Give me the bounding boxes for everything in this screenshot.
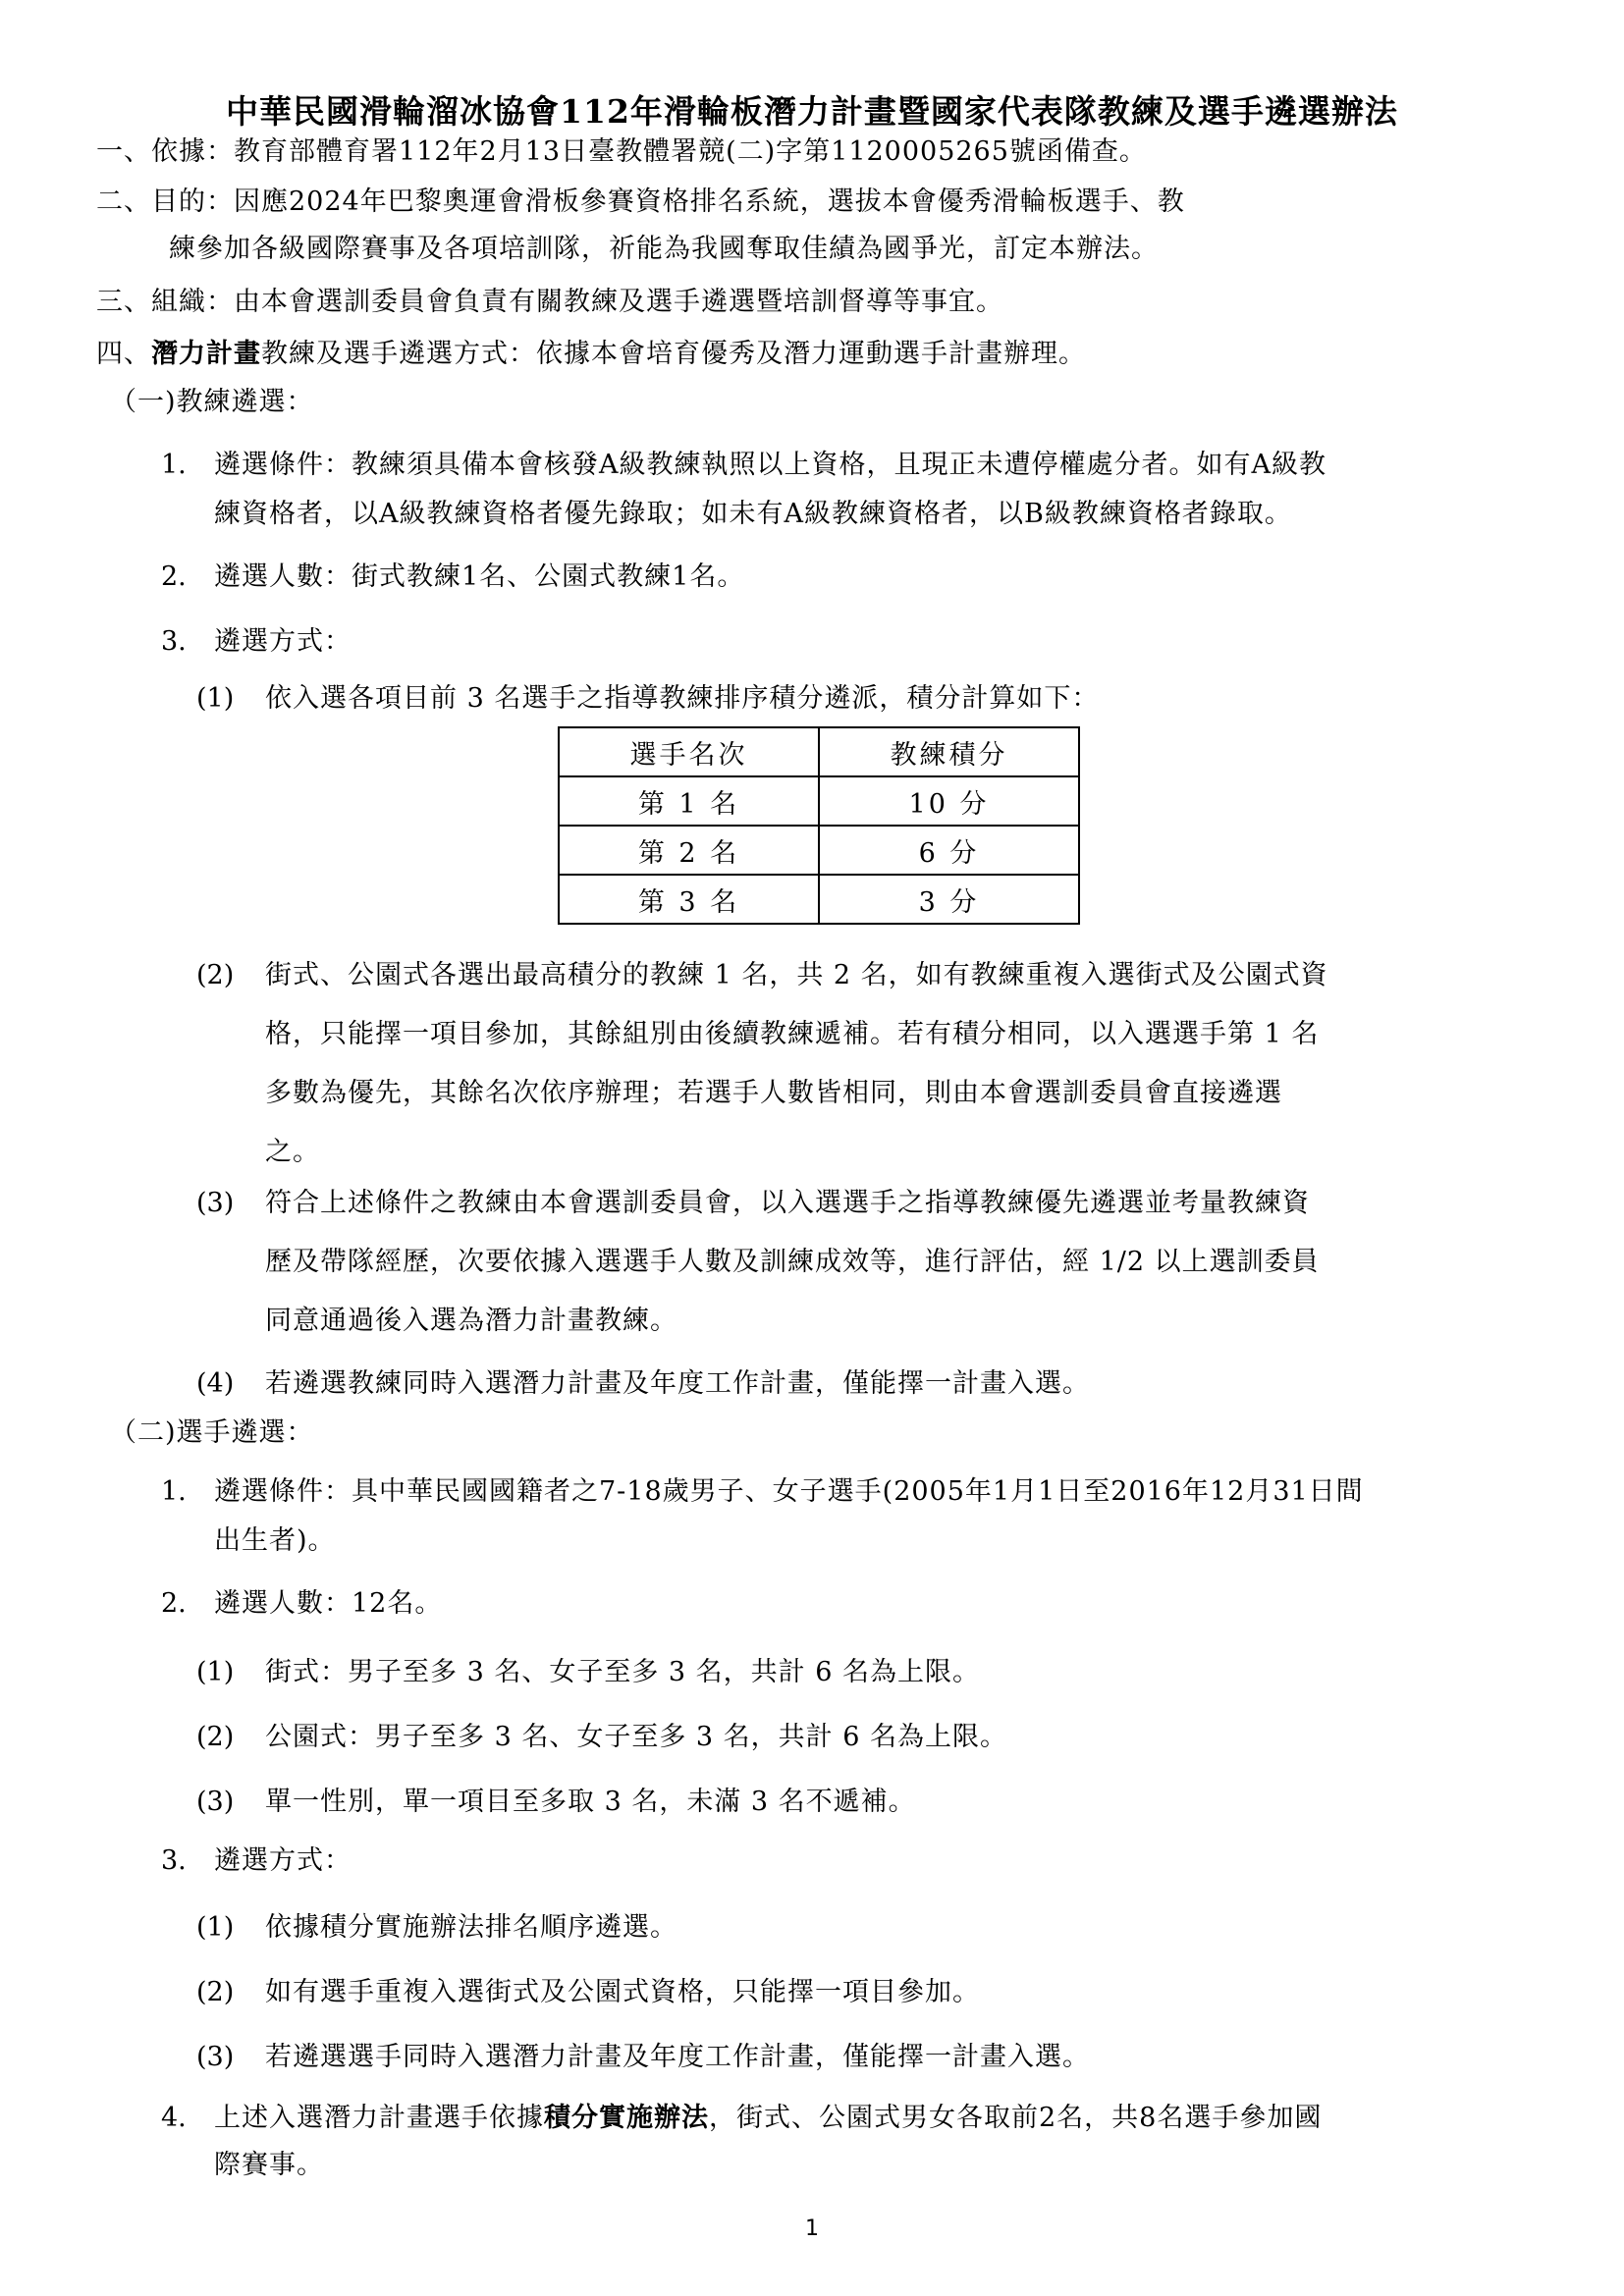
athlete-method1-text: 依據積分實施辦法排名順序遴選。 (265, 1912, 677, 1943)
coach-item3-text: 遴選方式： (214, 626, 352, 657)
table-header-row (559, 727, 1079, 776)
athlete-quota1-text: 街式：男子至多 3 名、女子至多 3 名，共計 6 名為上限。 (265, 1657, 981, 1687)
coach-point2-number: (2) (196, 960, 235, 990)
coach-point2-line2: 格，只能擇一項目參加，其餘組別由後續教練遞補。若有積分相同，以入選選手第 1 名 (265, 1019, 1320, 1049)
athlete-item2-text: 遴選人數：12名。 (214, 1588, 443, 1619)
athlete-heading: （二)選手遴選： (110, 1417, 314, 1448)
athlete-item1-number: 1. (161, 1476, 187, 1507)
coach-point4-number: (4) (196, 1368, 235, 1399)
table-header-rank: 選手名次 (559, 727, 819, 776)
section-method (96, 337, 1086, 372)
section-purpose-line2: 練參加各級國際賽事及各項培訓隊，祈能為我國奪取佳績為國爭光，訂定本辦法。 (169, 234, 1159, 264)
athlete-item4-prefix: 上述入選潛力計畫選手依據 (214, 2103, 544, 2133)
table-cell-points: 6 分 (819, 826, 1079, 875)
athlete-item3-text: 遴選方式： (214, 1845, 352, 1876)
section-method-text: 教練及選手遴選方式：依據本會培育優秀及潛力運動選手計畫辦理。 (261, 339, 1086, 369)
athlete-item4-number: 4. (161, 2103, 187, 2133)
athlete-quota1-number: (1) (196, 1657, 235, 1687)
table-cell-points: 3 分 (819, 875, 1079, 924)
coach-item2-text: 遴選人數：街式教練1名、公園式教練1名。 (214, 561, 745, 592)
section-method-prefix: 四、 (96, 339, 151, 369)
table-cell-rank: 第 2 名 (559, 826, 819, 875)
coach-item1-line2: 練資格者，以A級教練資格者優先錄取；如未有A級教練資格者，以B級教練資格者錄取。 (214, 499, 1292, 529)
athlete-quota3-number: (3) (196, 1787, 235, 1817)
athlete-quota2-number: (2) (196, 1722, 235, 1752)
athlete-quota2-text: 公園式：男子至多 3 名、女子至多 3 名，共計 6 名為上限。 (265, 1722, 1008, 1752)
document-title: 中華民國滑輪溜冰協會112年滑輪板潛力計畫暨國家代表隊教練及選手遴選辦法 (226, 92, 1398, 131)
table-cell-rank: 第 3 名 (559, 875, 819, 924)
athlete-item1-line2: 出生者)。 (214, 1525, 336, 1556)
athlete-item1-line1: 遴選條件：具中華民國國籍者之7-18歲男子、女子選手(2005年1月1日至2016年12月31日間 (214, 1476, 1364, 1507)
athlete-item4-bold: 積分實施辦法 (544, 2103, 709, 2133)
athlete-method2-number: (2) (196, 1977, 235, 2007)
athlete-method2-text: 如有選手重複入選街式及公園式資格，只能擇一項目參加。 (265, 1977, 980, 2007)
coach-point3-number: (3) (196, 1188, 235, 1218)
athlete-item4-line2: 際賽事。 (214, 2150, 324, 2180)
athlete-item2-number: 2. (161, 1588, 187, 1619)
coach-point4-text: 若遴選教練同時入選潛力計畫及年度工作計畫，僅能擇一計畫入選。 (265, 1368, 1090, 1399)
table-row (559, 875, 1079, 924)
athlete-item4-line1 (214, 2101, 1322, 2136)
table-cell-points: 10 分 (819, 776, 1079, 826)
coach-score-table (558, 726, 1080, 925)
coach-heading: （一)教練遴選： (110, 387, 314, 417)
table-row (559, 826, 1079, 875)
table-cell-rank: 第 1 名 (559, 776, 819, 826)
athlete-method1-number: (1) (196, 1912, 235, 1943)
coach-item2-number: 2. (161, 561, 187, 592)
coach-point2-line3: 多數為優先，其餘名次依序辦理；若選手人數皆相同，則由本會選訓委員會直接遴選 (265, 1078, 1282, 1108)
coach-item1-number: 1. (161, 450, 187, 480)
coach-point2-line1: 街式、公園式各選出最高積分的教練 1 名，共 2 名，如有教練重複入選街式及公園式資 (265, 960, 1328, 990)
coach-item3-number: 3. (161, 626, 187, 657)
coach-item1-line1: 遴選條件：教練須具備本會核發A級教練執照以上資格，且現正未遭停權處分者。如有A級教 (214, 450, 1326, 480)
athlete-item3-number: 3. (161, 1845, 187, 1876)
section-method-bold: 潛力計畫 (151, 339, 261, 369)
coach-point3-line3: 同意通過後入選為潛力計畫教練。 (265, 1306, 677, 1336)
coach-point3-line1: 符合上述條件之教練由本會選訓委員會，以入選選手之指導教練優先遴選並考量教練資 (265, 1188, 1310, 1218)
athlete-method3-text: 若遴選選手同時入選潛力計畫及年度工作計畫，僅能擇一計畫入選。 (265, 2042, 1090, 2072)
athlete-item4-text: ，街式、公園式男女各取前2名，共8名選手參加國 (709, 2103, 1323, 2133)
section-basis: 一、依據：教育部體育署112年2月13日臺教體署競(二)字第1120005265號函備查。 (96, 136, 1147, 167)
table-row (559, 776, 1079, 826)
athlete-method3-number: (3) (196, 2042, 235, 2072)
athlete-quota3-text: 單一性別，單一項目至多取 3 名，未滿 3 名不遞補。 (265, 1787, 916, 1817)
table-header-points: 教練積分 (819, 727, 1079, 776)
coach-point3-line2: 歷及帶隊經歷，次要依據入選選手人數及訓練成效等，進行評估，經 1/2 以上選訓委員 (265, 1247, 1320, 1277)
coach-point1-text: 依入選各項目前 3 名選手之指導教練排序積分遴派，積分計算如下： (265, 683, 1100, 714)
coach-point2-line4: 之。 (265, 1137, 320, 1167)
coach-point1-number: (1) (196, 683, 235, 714)
section-organization: 三、組織：由本會選訓委員會負責有關教練及選手遴選暨培訓督導等事宜。 (96, 287, 1003, 317)
page-number: 1 (805, 2216, 819, 2241)
section-purpose-line1: 二、目的：因應2024年巴黎奧運會滑板參賽資格排名系統，選拔本會優秀滑輪板選手、教 (96, 187, 1185, 217)
